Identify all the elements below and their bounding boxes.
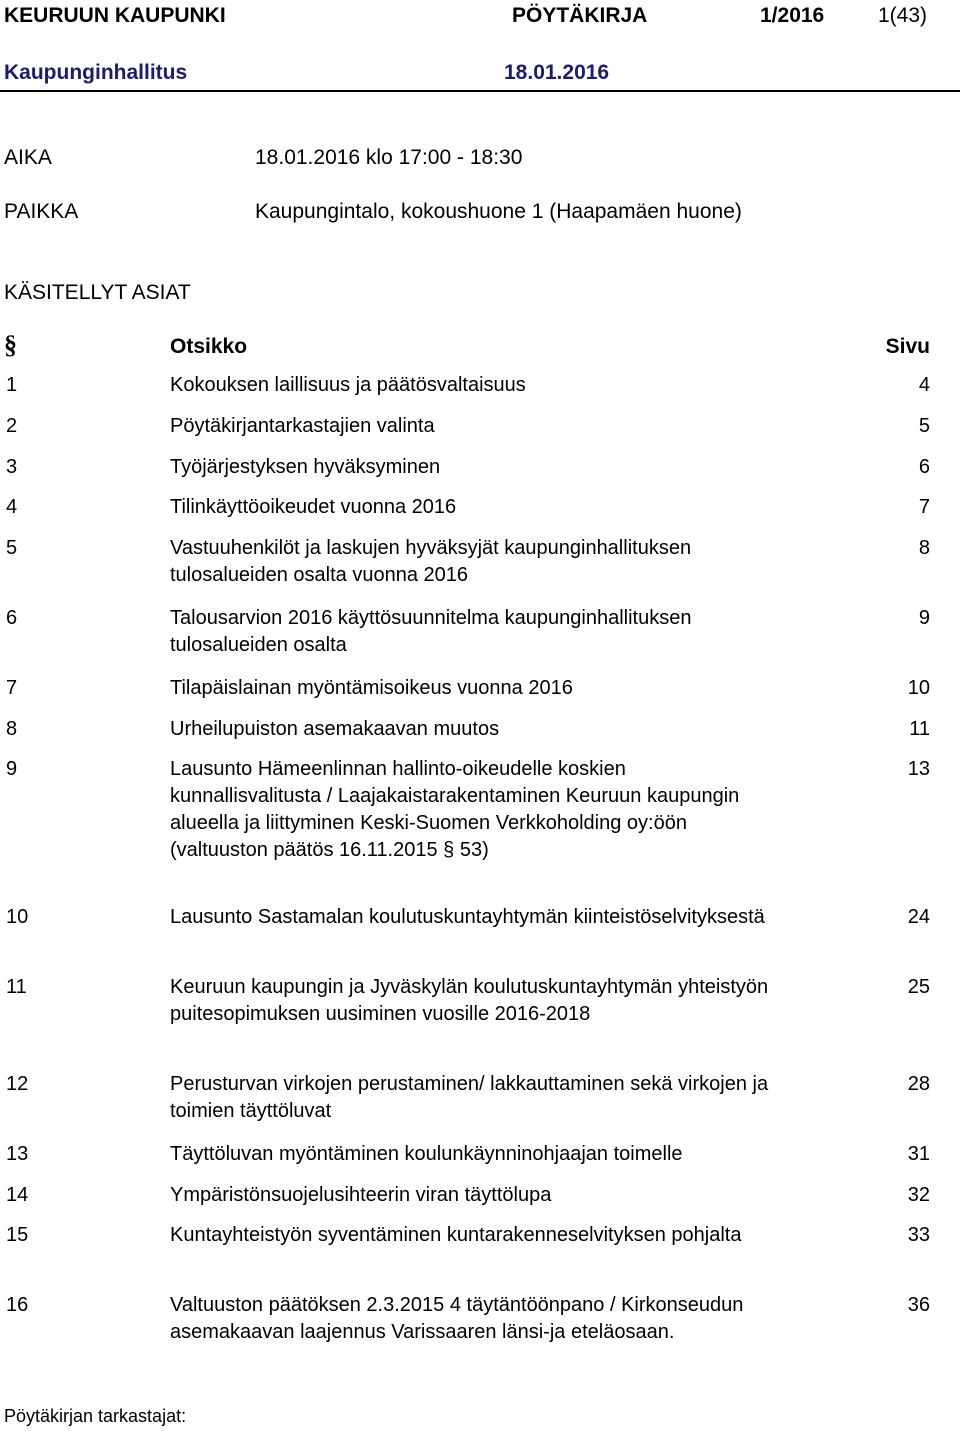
toc-row-page: 36 (907, 1294, 930, 1316)
toc-row-page: 13 (907, 758, 930, 780)
toc-row-number: 15 (6, 1224, 29, 1246)
toc-row-page: 5 (918, 415, 930, 437)
toc-row-title: Kuntayhteistyön syventäminen kuntarakenneselvityksen pohjalta (170, 1224, 742, 1246)
col-title-header: Otsikko (170, 335, 248, 358)
toc-row-page: 32 (907, 1184, 930, 1206)
toc-row-number: 6 (6, 607, 18, 629)
toc-row-title: Työjärjestyksen hyväksyminen (170, 456, 441, 478)
place-label: PAIKKA (4, 200, 79, 223)
toc-row-title: Tilinkäyttöoikeudet vuonna 2016 (170, 496, 457, 518)
toc-row-title: Keuruun kaupungin ja Jyväskylän koulutuskuntayhtymän yhteistyön puitesopimuksen uusiminen vuosille 2016-2018 (170, 976, 769, 1025)
toc-row-title: Perusturvan virkojen perustaminen/ lakkauttaminen sekä virkojen ja toimien täyttöluvat (170, 1073, 769, 1122)
toc-row-title: Lausunto Sastamalan koulutuskuntayhtymän kiinteistöselvityksestä (170, 906, 765, 928)
col-page-header: Sivu (885, 335, 930, 358)
toc-row-number: 11 (6, 976, 27, 998)
toc-row-number: 8 (6, 718, 18, 740)
toc-row-page: 4 (918, 374, 930, 396)
toc-row-page: 7 (918, 496, 930, 518)
toc-row-title: Valtuuston päätöksen 2.3.2015 4 täytäntöönpano / Kirkonseudun asemakaavan laajennus Varissaaren länsi-ja eteläosaan. (170, 1294, 744, 1343)
toc-row-number: 14 (6, 1184, 29, 1206)
toc-row-number: 9 (6, 758, 18, 780)
toc-row-title: Vastuuhenkilöt ja laskujen hyväksyjät kaupunginhallituksen tulosalueiden osalta vuonna 2016 (170, 537, 692, 586)
toc-row-number: 16 (6, 1294, 29, 1316)
toc-row-page: 9 (918, 607, 930, 629)
toc-row-page: 31 (907, 1143, 930, 1165)
toc-row-number: 5 (6, 537, 18, 559)
toc-row-title: Talousarvion 2016 käyttösuunnitelma kaupunginhallituksen tulosalueiden osalta (170, 607, 692, 656)
toc-row-title: Lausunto Hämeenlinnan hallinto-oikeudelle koskien kunnallisvalitusta / Laajakaistarakentaminen Keuruun kaupungin alueella ja liittyminen Keski-Suomen Verkkoholding oy:öön (valtuuston päätös 16.11.2015 § 53) (170, 758, 740, 861)
toc-row-title: Urheilupuiston asemakaavan muutos (170, 718, 500, 740)
page-indicator: 1(43) (878, 4, 928, 27)
toc-row-page: 6 (918, 456, 930, 478)
toc-row-title: Tilapäislainan myöntämisoikeus vuonna 2016 (170, 677, 573, 699)
toc-row-page: 10 (907, 677, 930, 699)
toc-row-title: Pöytäkirjantarkastajien valinta (170, 415, 435, 437)
toc-row-number: 13 (6, 1143, 29, 1165)
toc-row-title: Täyttöluvan myöntäminen koulunkäynninohjaajan toimelle (170, 1143, 683, 1165)
toc-row-number: 1 (6, 374, 18, 396)
section-symbol-icon: § (4, 330, 17, 359)
checkers-label: Pöytäkirjan tarkastajat: (4, 1406, 187, 1426)
toc-row-title: Ympäristönsuojelusihteerin viran täyttölupa (170, 1184, 552, 1206)
toc-heading: KÄSITELLYT ASIAT (4, 281, 191, 304)
time-value: 18.01.2016 klo 17:00 - 18:30 (255, 146, 523, 169)
time-label: AIKA (4, 146, 52, 169)
toc-row-title: Kokouksen laillisuus ja päätösvaltaisuus (170, 374, 526, 396)
doc-number: 1/2016 (760, 4, 825, 27)
header-rule (0, 90, 960, 92)
body-name: Kaupunginhallitus (4, 61, 188, 84)
toc-row-page: 28 (907, 1073, 930, 1095)
toc-row-number: 4 (6, 496, 18, 518)
meeting-date: 18.01.2016 (504, 61, 610, 84)
toc-row-page: 11 (909, 718, 930, 740)
toc-row-page: 24 (907, 906, 930, 928)
place-value: Kaupungintalo, kokoushuone 1 (Haapamäen huone) (255, 200, 742, 223)
toc-row-page: 8 (918, 537, 930, 559)
doc-type: PÖYTÄKIRJA (512, 4, 648, 27)
toc-row-number: 3 (6, 456, 18, 478)
toc-row-number: 12 (6, 1073, 29, 1095)
org-name: KEURUUN KAUPUNKI (4, 4, 226, 27)
toc-row-number: 7 (6, 677, 18, 699)
toc-row-number: 2 (6, 415, 18, 437)
toc-row-number: 10 (6, 906, 29, 928)
toc-row-page: 33 (907, 1224, 930, 1246)
toc-row-page: 25 (907, 976, 930, 998)
